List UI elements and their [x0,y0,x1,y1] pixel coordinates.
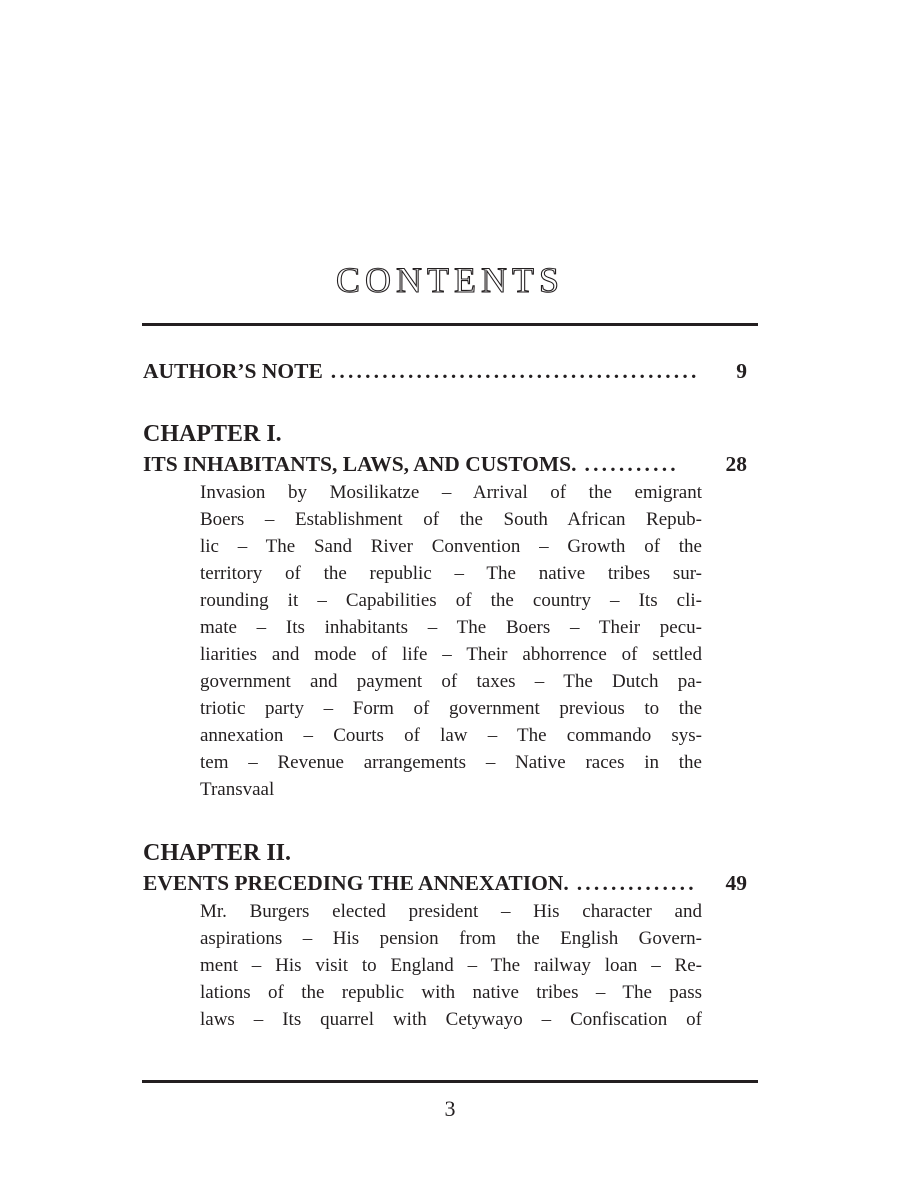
summary-line: annexation – Courts of law – The commando sys- [200,725,702,746]
summary-line: laws – Its quarrel with Cetywayo – Confiscation of [200,1009,702,1030]
summary-line: rounding it – Capabilities of the country – Its cli- [200,590,702,611]
summary-line: tem – Revenue arrangements – Native races in the [200,752,702,773]
toc-entry-line[interactable] [143,356,747,386]
toc-chapter-1 [143,419,747,803]
summary-line: Invasion by Mosilikatze – Arrival of the emigrant [200,482,702,503]
summary-line: liarities and mode of life – Their abhorrence of settled [200,644,702,665]
top-rule [142,323,758,326]
summary-line: Transvaal [200,779,275,800]
summary-line: lations of the republic with native tribes – The pass [200,982,702,1003]
toc-chapter-2 [143,838,747,1033]
chapter-title: ITS INHABITANTS, LAWS, AND CUSTOMS. [143,452,577,476]
chapter-title-line[interactable] [143,449,747,479]
page-title: CONTENTS [336,260,564,300]
chapter-summary [200,898,702,1033]
summary-line: Mr. Burgers elected president – His character and [200,901,702,922]
summary-line: Boers – Establishment of the South African Repub- [200,509,702,530]
chapter-heading: CHAPTER II. [143,840,292,866]
summary-line: ment – His visit to England – The railway loan – Re- [200,955,702,976]
dot-leader: ........... [584,452,679,476]
entry-label: AUTHOR’S NOTE [143,359,323,383]
page-number: 3 [444,1096,456,1121]
summary-line: aspirations – His pension from the English Govern- [200,928,702,949]
chapter-title-line[interactable] [143,868,747,898]
table-of-contents [143,356,747,1033]
chapter-heading: CHAPTER I. [143,421,282,447]
summary-line: triotic party – Form of government previous to the [200,698,702,719]
chapter-page-number: 49 [725,871,747,895]
bottom-rule [142,1080,758,1083]
summary-line: lic – The Sand River Convention – Growth of the [200,536,702,557]
summary-line: mate – Its inhabitants – The Boers – Their pecu- [200,617,702,638]
toc-entry-authors-note [143,356,747,386]
chapter-summary [200,479,702,803]
dot-leader: .............. [576,871,697,895]
summary-line: government and payment of taxes – The Dutch pa- [200,671,702,692]
summary-line: territory of the republic – The native tribes sur- [200,563,702,584]
dot-leader: ........................................... [330,359,700,383]
entry-page-number: 9 [736,359,747,383]
chapter-title: EVENTS PRECEDING THE ANNEXATION. [143,871,569,895]
chapter-page-number: 28 [725,452,747,476]
